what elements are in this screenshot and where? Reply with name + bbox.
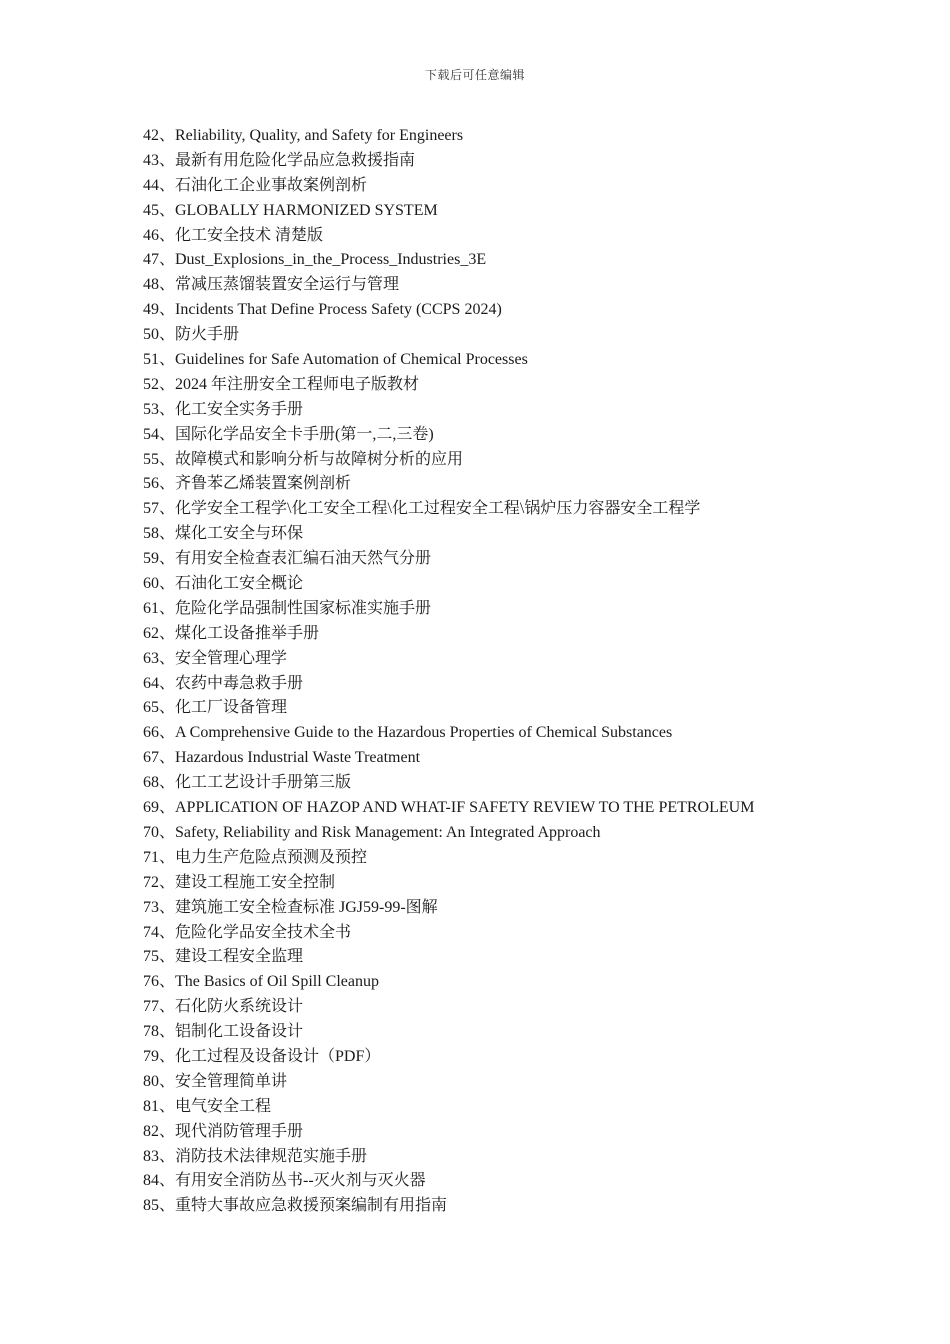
- list-item: 56、齐鲁苯乙烯装置案例剖析: [143, 475, 352, 493]
- list-item: 43、最新有用危险化学品应急救援指南: [143, 151, 416, 169]
- page-header: 下载后可任意编辑: [424, 68, 525, 82]
- list-item: 49、Incidents That Define Process Safety (CCPS 2024): [143, 301, 502, 319]
- list-item: 60、石油化工安全概论: [143, 575, 304, 593]
- list-item: 51、Guidelines for Safe Automation of Chemical Processes: [143, 351, 528, 369]
- book-list: [143, 124, 923, 1219]
- list-item: 83、消防技术法律规范实施手册: [143, 1147, 368, 1165]
- list-item: 84、有用安全消防丛书--灭火剂与灭火器: [143, 1172, 426, 1190]
- list-item: 69、APPLICATION OF HAZOP AND WHAT-IF SAFETY REVIEW TO THE PETROLEUM: [143, 799, 755, 817]
- list-item: 78、铝制化工设备设计: [143, 1023, 304, 1041]
- list-item: 57、化学安全工程学\化工安全工程\化工过程安全工程\锅炉压力容器安全工程学: [143, 500, 701, 518]
- list-item: 76、The Basics of Oil Spill Cleanup: [143, 973, 379, 991]
- list-item: 80、安全管理简单讲: [143, 1072, 288, 1090]
- list-item: 85、重特大事故应急救援预案编制有用指南: [143, 1197, 448, 1215]
- list-item: 72、建设工程施工安全控制: [143, 873, 336, 891]
- list-item: 47、Dust_Explosions_in_the_Process_Industries_3E: [143, 251, 487, 269]
- list-item: 45、GLOBALLY HARMONIZED SYSTEM: [143, 201, 438, 219]
- list-item: 48、常减压蒸馏装置安全运行与管理: [143, 276, 400, 294]
- list-item: 53、化工安全实务手册: [143, 400, 304, 418]
- list-item: 65、化工厂设备管理: [143, 699, 288, 717]
- list-item: 58、煤化工安全与环保: [143, 525, 304, 543]
- list-item: 77、石化防火系统设计: [143, 998, 304, 1016]
- list-item: 44、石油化工企业事故案例剖析: [143, 176, 368, 194]
- list-item: 71、电力生产危险点预测及预控: [143, 848, 368, 866]
- list-item: 61、危险化学品强制性国家标准实施手册: [143, 599, 432, 617]
- list-item: 74、危险化学品安全技术全书: [143, 923, 352, 941]
- list-item: 50、防火手册: [143, 326, 240, 344]
- list-item: 59、有用安全检查表汇编石油天然气分册: [143, 550, 432, 568]
- list-item: 66、A Comprehensive Guide to the Hazardous Properties of Chemical Substances: [143, 724, 673, 742]
- list-item: 82、现代消防管理手册: [143, 1122, 304, 1140]
- list-item: 68、化工工艺设计手册第三版: [143, 774, 352, 792]
- list-item: 70、Safety, Reliability and Risk Management: An Integrated Approach: [143, 823, 601, 841]
- list-item: 64、农药中毒急救手册: [143, 674, 304, 692]
- list-item: 73、建筑施工安全检查标准 JGJ59-99-图解: [143, 898, 438, 916]
- list-item: 75、建设工程安全监理: [143, 948, 304, 966]
- list-item: 62、煤化工设备推举手册: [143, 624, 320, 642]
- list-item: 46、化工安全技术 清楚版: [143, 226, 324, 244]
- list-item: 42、Reliability, Quality, and Safety for Engineers: [143, 127, 464, 144]
- list-item: 79、化工过程及设备设计（PDF）: [143, 1047, 381, 1065]
- list-item: 55、故障模式和影响分析与故障树分析的应用: [143, 450, 464, 468]
- list-item: 81、电气安全工程: [143, 1097, 272, 1115]
- list-item: 63、安全管理心理学: [143, 649, 288, 667]
- list-item: 67、Hazardous Industrial Waste Treatment: [143, 749, 421, 767]
- list-item: 54、国际化学品安全卡手册(第一,二,三卷): [143, 425, 434, 443]
- list-item: 52、2024 年注册安全工程师电子版教材: [143, 375, 420, 393]
